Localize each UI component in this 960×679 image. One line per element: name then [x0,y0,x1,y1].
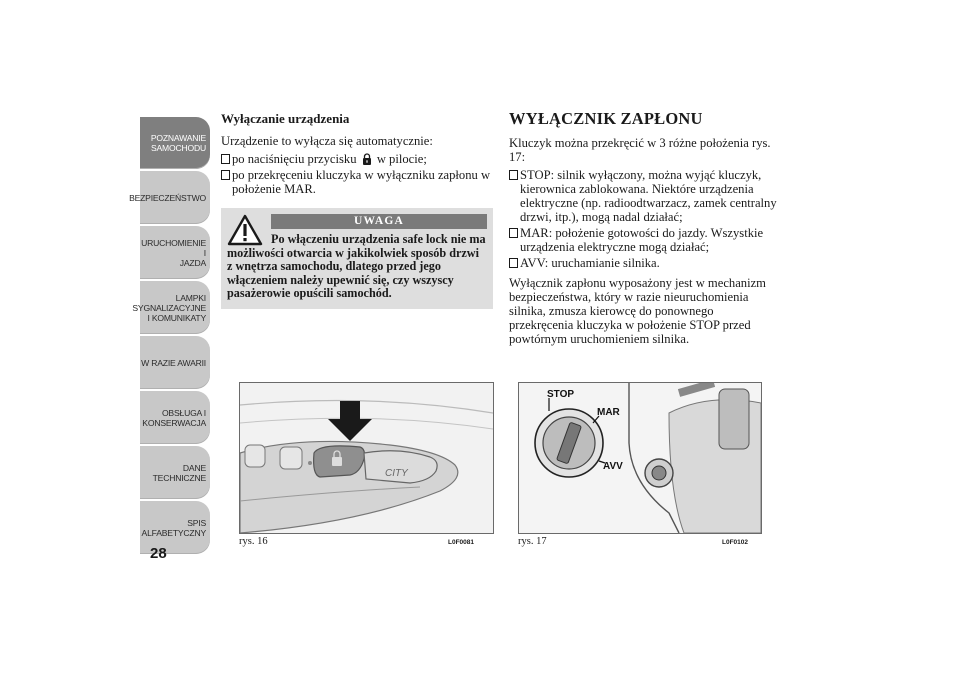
checkbox-bullet-icon [221,170,230,180]
padlock-icon [362,153,372,165]
ignition-switch-illustration [519,383,761,533]
warning-box [221,208,493,309]
tab-label: URUCHOMIENIE I JAZDA [141,237,206,268]
chapter-tabs [129,117,210,556]
figure-16-caption: rys. 16 [239,536,268,547]
checkbox-bullet-icon [509,258,518,268]
tab-lampki-sygnalizacyjne[interactable] [132,281,210,334]
tab-label: BEZPIECZEŃSTWO [129,192,206,203]
list-item [509,256,779,270]
tab-label: SPIS ALFABETYCZNY [141,517,206,538]
tab-obsluga-i-konserwacja[interactable] [140,391,210,444]
tab-label: DANE TECHNICZNE [152,462,206,483]
warning-text: Po włączeniu urządzenia safe lock nie ma możliwości otwarcia w jakikolwiek sposób drzwi z wnętrza samochodu, dlatego przed jego włączeniem należy upewnić się, czy wszyscy pasażerowie opuścili samochód. [227,232,486,300]
left-column [221,112,493,309]
label-stop: STOP [547,389,575,400]
city-button-label: CITY [385,468,408,479]
bullet-text: MAR: położenie gotowości do jazdy. Wszystkie urządzenia elektryczne mogą działać; [520,226,764,254]
tab-bezpieczenstwo[interactable] [129,171,210,224]
figure-17-image [518,382,762,534]
tab-label: LAMPKI SYGNALIZACYJNE I KOMUNIKATY [132,292,206,323]
section-title: WYŁĄCZNIK ZAPŁONU [509,109,703,128]
list-item [221,168,493,196]
intro-text: Urządzenie to wyłącza się automatycznie: [221,134,433,148]
section-heading: Wyłączanie urządzenia [221,111,350,126]
bullet-text: po przekręceniu kluczyka w wyłączniku zapłonu w położenie MAR. [232,168,491,196]
list-item [221,152,493,166]
body-paragraph: Wyłącznik zapłonu wyposażony jest w mechanizm bezpieczeństwa, który w razie nieuruchomienia silnika, zmusza kierowcę do ponownego przekręcenia kluczyka w położenie STOP przed powtórnym uruchomieniem silnika. [509,276,766,346]
checkbox-bullet-icon [221,154,230,164]
warning-triangle-icon [227,214,263,246]
tab-w-razie-awarii[interactable] [140,336,210,389]
label-mar: MAR [597,407,620,418]
figure-16-code: L0F0081 [448,539,475,546]
list-item [509,226,779,254]
intro-text: Kluczyk można przekręcić w 3 różne położenia rys. 17: [509,136,771,164]
bullet-text: STOP: silnik wyłączony, można wyjąć kluczyk, kierownica zablokowana. Niektóre urządzenia elektryczne (np. radioodtwarzacz, zamek centralny drzwi, itp.), mogą nadal działać; [520,168,777,224]
bullet-text-before: po naciśnięciu przycisku [232,152,357,166]
checkbox-bullet-icon [509,228,518,238]
bullet-text-after: w pilocie; [376,152,427,166]
warning-title: UWAGA [271,214,487,229]
right-column [509,109,779,350]
tab-uruchomienie-i-jazda[interactable] [140,226,210,279]
figure-17-code: L0F0102 [722,539,749,546]
list-item [509,168,779,224]
figure-16-image [239,382,494,534]
label-avv: AVV [603,461,623,472]
tab-label: W RAZIE AWARII [141,357,206,368]
tab-label: POZNAWANIE SAMOCHODU [150,133,206,153]
bullet-text: AVV: uruchamianie silnika. [520,256,660,270]
tab-poznawanie-samochodu[interactable] [140,117,210,169]
tab-label: OBSŁUGA I KONSERWACJA [142,407,206,428]
tab-dane-techniczne[interactable] [140,446,210,499]
page-number: 28 [150,545,167,562]
figure-17-caption: rys. 17 [518,536,547,547]
remote-key-illustration [240,383,493,533]
checkbox-bullet-icon [509,170,518,180]
